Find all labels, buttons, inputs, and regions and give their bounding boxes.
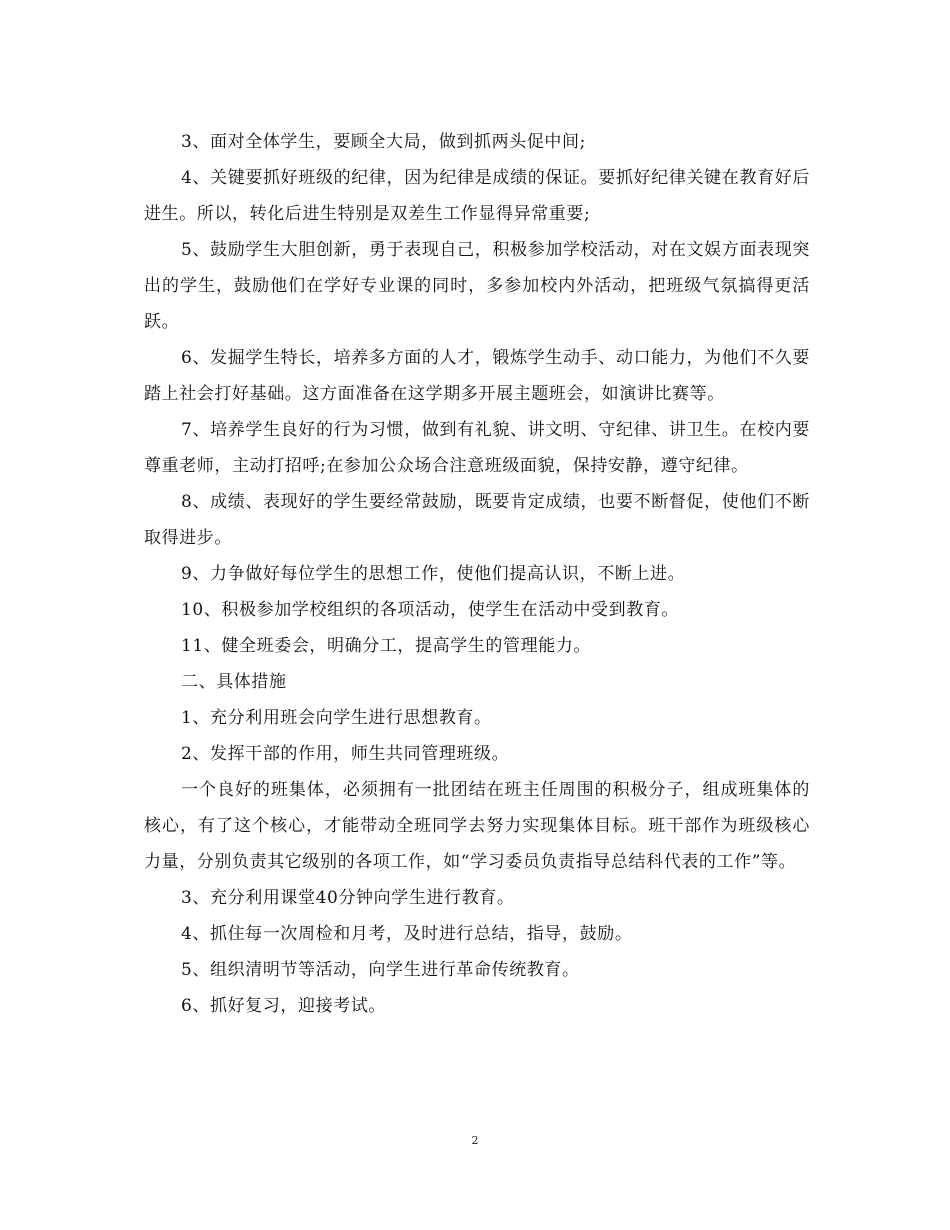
paragraph-item-6: 6、发掘学生特长，培养多方面的人才，锻炼学生动手、动口能力，为他们不久要踏上社会打好基础。这方面准备在这学期多开展主题班会，如演讲比赛等。: [144, 348, 810, 404]
paragraph-item-10: 10、积极参加学校组织的各项活动，使学生在活动中受到教育。: [181, 600, 680, 620]
measure-item-4: 4、抓住每一次周检和月考，及时进行总结，指导，鼓励。: [181, 924, 633, 944]
measure-item-3: 3、充分利用课堂40分钟向学生进行教育。: [181, 888, 515, 908]
measure-item-6: 6、抓好复习，迎接考试。: [181, 996, 387, 1016]
paragraph-item-5: 5、鼓励学生大胆创新，勇于表现自己，积极参加学校活动，对在文娱方面表现突出的学生，鼓励他们在学好专业课的同时，多参加校内外活动，把班级气氛搞得更活跃。: [144, 240, 810, 332]
measure-item-5: 5、组织清明节等活动，向学生进行革命传统教育。: [181, 960, 580, 980]
document-body: [144, 124, 810, 1024]
page-number: 2: [471, 1134, 479, 1147]
paragraph-item-3: 3、面对全体学生，要顾全大局，做到抓两头促中间;: [181, 132, 586, 152]
measure-item-2: 2、发挥干部的作用，师生共同管理班级。: [181, 744, 510, 764]
section-heading-measures: 二、具体措施: [181, 672, 287, 692]
paragraph-item-11: 11、健全班委会，明确分工，提高学生的管理能力。: [181, 636, 592, 656]
paragraph-item-7: 7、培养学生良好的行为习惯，做到有礼貌、讲文明、守纪律、讲卫生。在校内要尊重老师，主动打招呼;在参加公众场合注意班级面貌，保持安静，遵守纪律。: [144, 420, 810, 476]
measure-item-1: 1、充分利用班会向学生进行思想教育。: [181, 708, 492, 728]
measure-detail-paragraph: 一个良好的班集体，必须拥有一批团结在班主任周围的积极分子，组成班集体的核心，有了这个核心，才能带动全班同学去努力实现集体目标。班干部作为班级核心力量，分别负责其它级别的各项工作，如“学习委员负责指导总结科代表的工作”等。: [144, 780, 810, 872]
paragraph-item-9: 9、力争做好每位学生的思想工作，使他们提高认识，不断上进。: [181, 564, 686, 584]
paragraph-item-8: 8、成绩、表现好的学生要经常鼓励，既要肯定成绩，也要不断督促，使他们不断取得进步。: [144, 492, 810, 548]
paragraph-item-4: 4、关键要抓好班级的纪律，因为纪律是成绩的保证。要抓好纪律关键在教育好后进生。所以，转化后进生特别是双差生工作显得异常重要;: [144, 168, 810, 224]
